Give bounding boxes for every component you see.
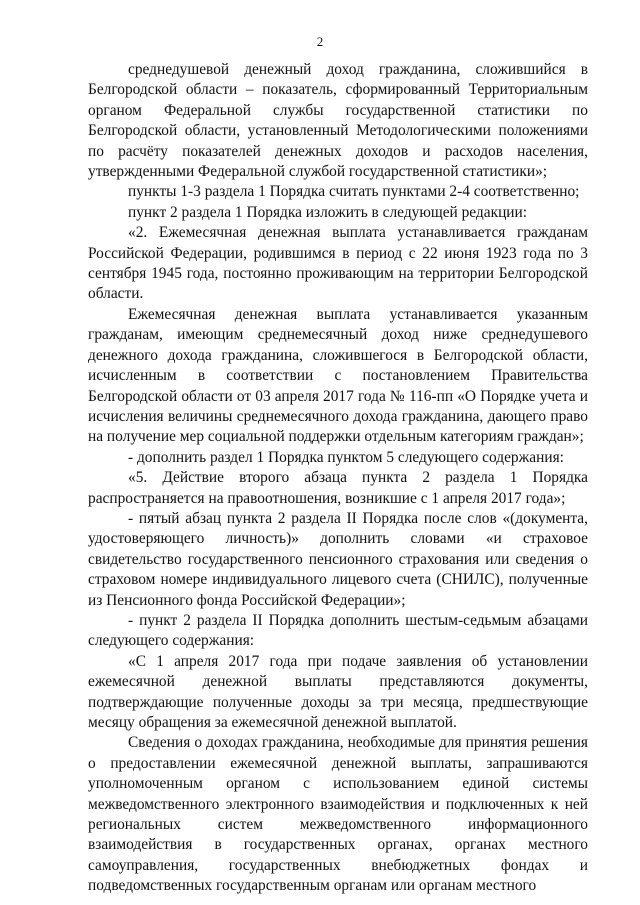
document-body	[88, 60, 588, 897]
paragraph-11: Сведения о доходах гражданина, необходимые для принятия решения о предоставлении ежемесячной денежной выплаты, запрашиваются уполномоченным органом с использованием единой системы межведомственного электронного взаимодействия и подключенных к ней региональных систем межведомственного информационного взаимодействия в государственных органах, органах местного самоуправления, государственных внебюджетных фондах и подведомственных государственным органам или органам местного	[88, 734, 588, 895]
paragraph-1: среднедушевой денежный доход гражданина, сложившийся в Белгородской области – показатель, сформированный Территориальным органом Федеральной службы государственной статистики по Белгородской области, установленный Методологическими положениями по расчёту показателей денежных доходов и расходов населения, утвержденными Федеральной службой государственной статистики»;	[88, 61, 588, 181]
paragraph-10: «С 1 апреля 2017 года при подаче заявления об установлении ежемесячной денежной выплаты представляются документы, подтверждающие полученные доходы за три месяца, предшествующие месяцу обращения за ежемесячной денежной выплатой.	[88, 652, 588, 731]
paragraph-5: Ежемесячная денежная выплата устанавливается указанным гражданам, имеющим среднемесячный доход ниже среднедушевого денежного дохода гражданина, сложившегося в Белгородской области, исчисленным в соответствии с постановлением Правительства Белгородской области от 03 апреля 2017 года № 116-пп «О Порядке учета и исчисления величины среднемесячного дохода гражданина, дающего право на получение мер социальной поддержки отдельным категориям граждан»;	[88, 305, 588, 446]
paragraph-2: пункты 1-3 раздела 1 Порядка считать пунктами 2-4 соответственно;	[128, 183, 580, 201]
paragraph-3: пункт 2 раздела 1 Порядка изложить в следующей редакции:	[128, 203, 528, 221]
paragraph-7: «5. Действие второго абзаца пункта 2 раздела 1 Порядка распространяется на правоотношения, возникшие с 1 апреля 2017 года»;	[88, 469, 588, 507]
paragraph-6: - дополнить раздел 1 Порядка пунктом 5 следующего содержания:	[128, 448, 564, 466]
page-number: 2	[316, 34, 324, 49]
paragraph-9: - пункт 2 раздела II Порядка дополнить шестым-седьмым абзацами следующего содержания:	[88, 611, 588, 650]
paragraph-4: «2. Ежемесячная денежная выплата устанавливается гражданам Российской Федерации, родившимся в период с 22 июня 1923 года по 3 сентября 1945 года, постоянно проживающим на территории Белгородской области.	[88, 224, 588, 303]
paragraph-8: - пятый абзац пункта 2 раздела II Порядка после слов «(документа, удостоверяющего личность)» дополнить словами «и страховое свидетельство государственного пенсионного страхования или сведения о страховом номере индивидуального лицевого счета (СНИЛС), полученные из Пенсионного фонда Российской Федерации»;	[88, 509, 588, 609]
